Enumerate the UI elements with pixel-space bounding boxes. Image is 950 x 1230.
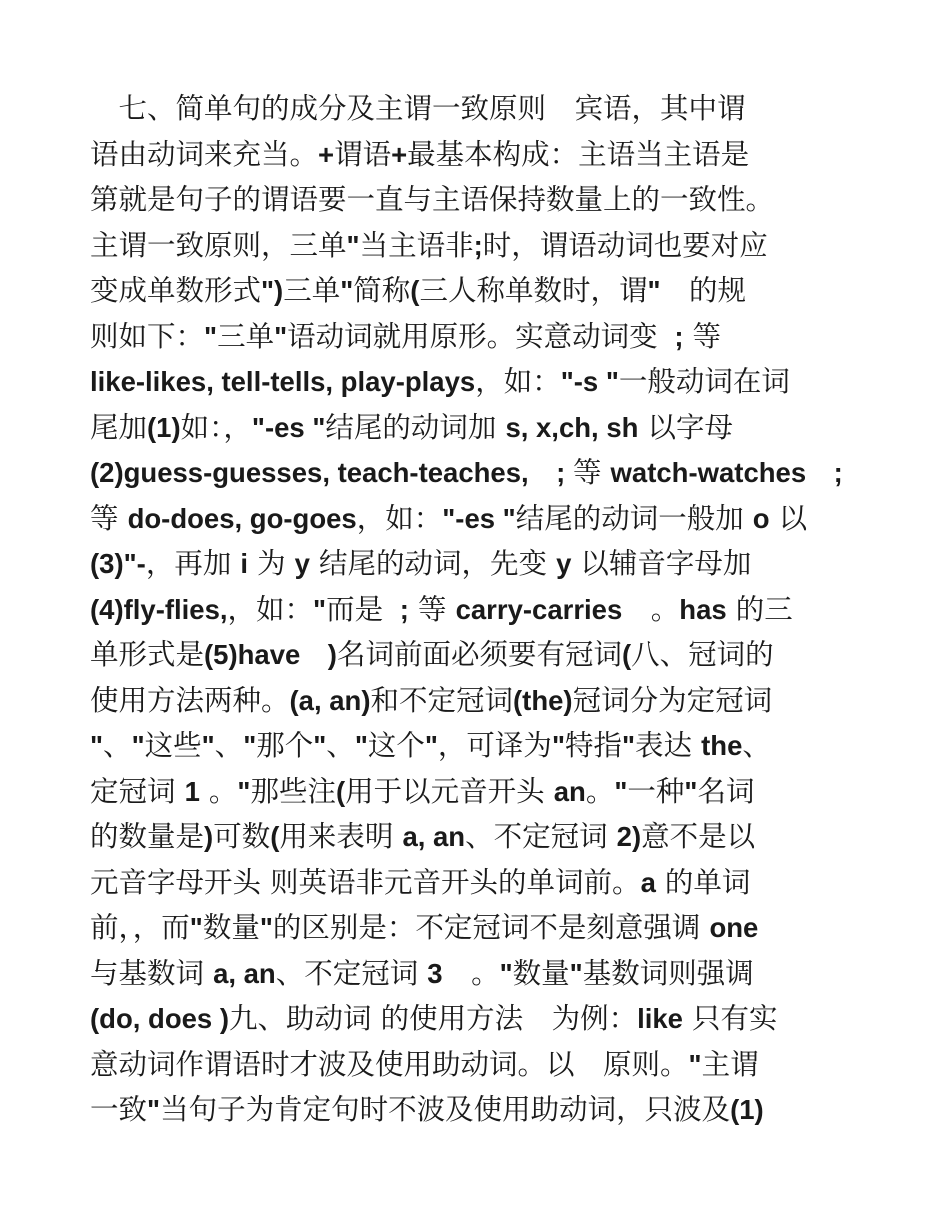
latin-run: i xyxy=(240,548,249,579)
text-line xyxy=(90,769,870,815)
latin-run: (4)fly-flies, xyxy=(90,593,228,625)
chinese-run: 单形式是 xyxy=(90,638,205,671)
chinese-run: 八、冠词的 xyxy=(631,638,774,671)
chinese-run: 当句子为肯定句时不波及使用助动词，只波及 xyxy=(160,1093,731,1126)
latin-run: ") xyxy=(261,275,284,306)
chinese-run: 七、简单句的成分及主谓一致原则 宾语，其中谓 xyxy=(90,92,746,125)
text-line xyxy=(90,268,870,314)
chinese-run: ，如： xyxy=(227,592,314,626)
latin-run: " xyxy=(313,593,327,625)
text-line xyxy=(90,132,870,178)
body-text xyxy=(90,86,870,1133)
latin-run: (do, does ) xyxy=(90,1003,230,1034)
latin-run: ) xyxy=(204,821,214,852)
text-line xyxy=(90,996,870,1042)
latin-run: " xyxy=(274,320,288,352)
text-line xyxy=(90,177,870,223)
chinese-run: 前，，而 xyxy=(90,911,190,944)
text-line xyxy=(90,223,870,269)
latin-run: (2)guess-guesses, teach-teaches, ; xyxy=(90,457,573,488)
latin-run: ( xyxy=(621,639,632,670)
latin-run: (1) xyxy=(147,411,181,443)
chinese-run: 以 xyxy=(769,501,808,535)
chinese-run: 以字母 xyxy=(638,410,733,444)
chinese-run: 数量 xyxy=(202,911,260,944)
text-line xyxy=(90,496,870,542)
latin-run: " xyxy=(688,1048,702,1080)
latin-run: has xyxy=(679,593,727,625)
latin-run: " xyxy=(259,912,273,943)
chinese-run: 一般动词在词 xyxy=(618,365,790,398)
chinese-run: 名词 xyxy=(697,774,755,808)
chinese-run: 的规 xyxy=(660,274,747,307)
latin-run: ( xyxy=(335,775,346,807)
chinese-run: ，可译为 xyxy=(437,729,552,762)
latin-run: " xyxy=(90,730,104,761)
chinese-run: 语由动词来充当。 xyxy=(90,137,319,171)
latin-run: " xyxy=(551,730,565,761)
latin-run: like-likes, tell-tells, play-plays xyxy=(90,366,476,397)
chinese-run: 、不定冠词 xyxy=(275,956,428,990)
latin-run: " xyxy=(622,730,636,761)
latin-run: 3 xyxy=(427,957,443,989)
latin-run: " xyxy=(313,730,327,761)
latin-run: " xyxy=(204,320,218,352)
latin-run: ; xyxy=(666,320,684,352)
latin-run: 2) xyxy=(616,821,642,852)
chinese-run: ，如： xyxy=(475,365,561,398)
latin-run: y xyxy=(294,548,310,579)
latin-run: "-es " xyxy=(442,502,516,534)
text-line xyxy=(90,359,870,405)
latin-run: (a, an) xyxy=(289,684,371,716)
chinese-run: 名词前面必须要有冠词 xyxy=(336,638,622,671)
latin-run: " xyxy=(569,957,583,989)
latin-run: "-es " xyxy=(251,411,326,443)
chinese-run: 基数词则强调 xyxy=(582,956,754,990)
chinese-run: 第就是句子的谓语要一直与主语保持数量上的一致性。 xyxy=(90,183,775,216)
text-line xyxy=(90,1042,870,1088)
chinese-run: 尾加 xyxy=(90,410,148,444)
latin-run: like xyxy=(637,1003,683,1034)
chinese-run: 简称 xyxy=(353,274,411,307)
chinese-run: 以辅音字母加 xyxy=(571,547,752,580)
text-line xyxy=(90,1087,870,1133)
latin-run: " xyxy=(340,275,354,306)
latin-run: " xyxy=(354,730,368,761)
chinese-run: 和不定冠词 xyxy=(370,683,514,717)
chinese-run: ，再加 xyxy=(145,547,241,580)
chinese-run: 当主语非 xyxy=(359,228,474,262)
latin-run: " xyxy=(684,775,698,807)
chinese-run: 等 xyxy=(90,501,128,535)
text-line xyxy=(90,860,870,906)
latin-run: y xyxy=(556,548,572,579)
chinese-run: 表达 xyxy=(635,729,702,762)
chinese-run: 结尾的动词，先变 xyxy=(309,547,557,580)
chinese-run: 等 xyxy=(572,456,611,489)
chinese-run: 结尾的动词加 xyxy=(325,410,506,444)
chinese-run: 、 xyxy=(214,729,244,762)
chinese-run: 可数 xyxy=(213,820,271,853)
chinese-run: 三人称单数时，谓 xyxy=(419,274,648,307)
chinese-run: 、 xyxy=(742,729,771,762)
text-line xyxy=(90,723,870,769)
chinese-run: 定冠词 xyxy=(90,774,185,808)
chinese-run: 而是 xyxy=(326,592,393,626)
chinese-run: 、 xyxy=(326,729,355,762)
latin-run: do-does, go-goes xyxy=(127,502,357,534)
latin-run: s, x,ch, sh xyxy=(505,411,639,443)
chinese-run: 使用方法两种。 xyxy=(90,683,290,717)
latin-run: an xyxy=(553,775,586,807)
chinese-run: 这个 xyxy=(367,729,425,762)
latin-run: (3)"- xyxy=(90,548,146,579)
latin-run: " xyxy=(131,730,145,761)
chinese-run: 的区别是：不定冠词不是刻意强调 xyxy=(272,911,710,944)
chinese-run: 主谓 xyxy=(701,1047,759,1081)
text-line xyxy=(90,314,870,360)
latin-run: one xyxy=(709,912,759,943)
chinese-run: 只有实 xyxy=(682,1002,778,1035)
latin-run: " xyxy=(424,730,438,761)
latin-run: the xyxy=(701,730,743,761)
latin-run: (5)have ) xyxy=(204,639,337,670)
text-line xyxy=(90,814,870,860)
latin-run: watch-watches ; xyxy=(610,457,843,488)
chinese-run: 、不定冠词 xyxy=(465,820,617,853)
chinese-run: 。 xyxy=(442,956,500,990)
text-line xyxy=(90,86,870,132)
latin-run: "-s " xyxy=(560,366,619,397)
chinese-run: 的数量是 xyxy=(90,820,205,853)
chinese-run: 意动词作谓语时才波及使用助动词。以 原则。 xyxy=(90,1047,689,1081)
chinese-run: 等 xyxy=(408,592,456,626)
chinese-run: 的三 xyxy=(726,592,793,626)
chinese-run: 用于以元音开头 xyxy=(345,774,554,808)
latin-run: ( xyxy=(410,275,420,306)
chinese-run: 意不是以 xyxy=(641,820,756,853)
latin-run: a, an xyxy=(402,821,466,852)
chinese-run: 九、助动词 的使用方法 为例： xyxy=(229,1002,638,1035)
latin-run: carry-carries xyxy=(455,593,623,625)
latin-run: + xyxy=(318,138,335,170)
chinese-run: 结尾的动词一般加 xyxy=(515,501,753,535)
latin-run: " xyxy=(189,912,203,943)
chinese-run: 数量 xyxy=(512,956,570,990)
latin-run: ; xyxy=(392,593,409,625)
latin-run: " xyxy=(614,775,628,807)
latin-run: " xyxy=(243,730,257,761)
chinese-run: 谓语 xyxy=(334,137,392,171)
latin-run: " xyxy=(237,775,251,807)
latin-run: o xyxy=(752,502,770,534)
chinese-run: 则如下： xyxy=(90,319,205,353)
chinese-run: 这些 xyxy=(144,729,202,762)
chinese-run: 用来表明 xyxy=(279,820,403,853)
text-line xyxy=(90,632,870,678)
chinese-run: 一种 xyxy=(627,774,685,808)
chinese-run: 。 xyxy=(585,774,615,808)
chinese-run: 。 xyxy=(622,592,680,626)
text-line xyxy=(90,678,870,724)
text-line xyxy=(90,405,870,451)
text-line xyxy=(90,587,870,633)
chinese-run: ，如： xyxy=(356,501,443,535)
latin-run: (1) xyxy=(730,1094,764,1125)
chinese-run: 最基本构成：主语当主语是 xyxy=(407,137,750,171)
chinese-run: 。 xyxy=(199,774,238,808)
chinese-run: 那些注 xyxy=(250,774,336,808)
chinese-run: 冠词分为定冠词 xyxy=(572,683,773,717)
chinese-run: 变成单数形式 xyxy=(90,274,262,307)
latin-run: (the) xyxy=(513,684,573,716)
chinese-run: 三单 xyxy=(283,274,341,307)
chinese-run: 、 xyxy=(103,729,132,762)
latin-run: a, an xyxy=(213,957,276,989)
latin-run: ( xyxy=(270,821,280,852)
chinese-run: 那个 xyxy=(256,729,314,762)
latin-run: + xyxy=(391,138,408,170)
text-line xyxy=(90,951,870,997)
latin-run: " xyxy=(201,730,215,761)
chinese-run: 主谓一致原则，三单 xyxy=(90,228,347,262)
chinese-run: 如：， xyxy=(180,410,252,444)
chinese-run: 特指 xyxy=(564,729,622,762)
chinese-run: 元音字母开头 则英语非元音开头的单词前。 xyxy=(90,865,641,899)
latin-run: 1 xyxy=(184,775,200,807)
latin-run: ; xyxy=(473,229,483,261)
chinese-run: 与基数词 xyxy=(90,956,214,990)
latin-run: " xyxy=(147,1094,161,1125)
latin-run: " xyxy=(346,229,360,261)
latin-run: a xyxy=(640,866,656,898)
chinese-run: 三单 xyxy=(217,319,275,353)
chinese-run: 的单词 xyxy=(655,865,751,899)
chinese-run: 语动词就用原形。实意动词变 xyxy=(287,319,667,353)
text-line xyxy=(90,541,870,587)
text-line xyxy=(90,905,870,951)
latin-run: " xyxy=(499,957,513,989)
chinese-run: 等 xyxy=(683,319,722,353)
chinese-run: 为 xyxy=(248,547,295,580)
chinese-run: 一致 xyxy=(90,1093,148,1126)
chinese-run: 时，谓语动词也要对应 xyxy=(482,228,768,262)
latin-run: " xyxy=(647,275,661,306)
text-line xyxy=(90,450,870,496)
